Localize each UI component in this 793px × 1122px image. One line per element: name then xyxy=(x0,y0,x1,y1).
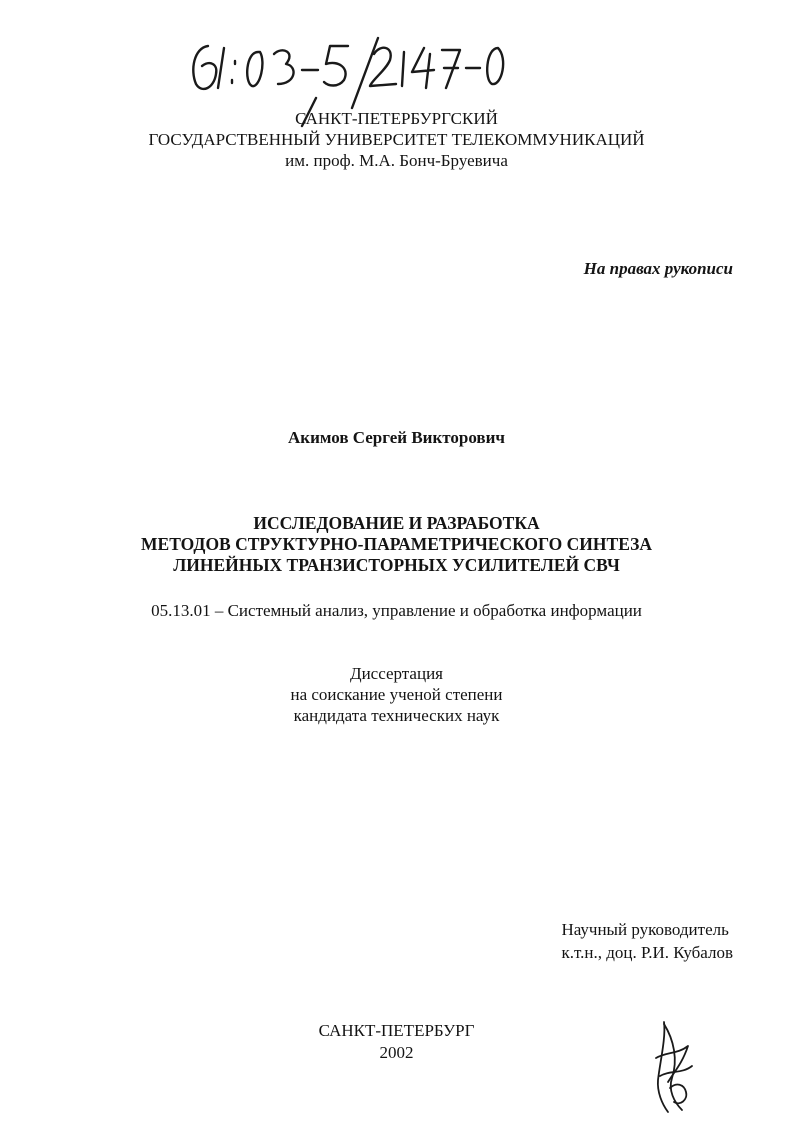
thesis-title-line: ЛИНЕЙНЫХ ТРАНЗИСТОРНЫХ УСИЛИТЕЛЕЙ СВЧ xyxy=(173,555,620,575)
degree-block xyxy=(0,663,793,726)
degree-line: на соискание ученой степени xyxy=(290,685,503,704)
institution-line: ГОСУДАРСТВЕННЫЙ УНИВЕРСИТЕТ ТЕЛЕКОММУНИКАЦИЙ xyxy=(148,130,645,149)
manuscript-status: На правах рукописи xyxy=(583,259,733,278)
author-name: Акимов Сергей Викторович xyxy=(288,428,505,447)
signature xyxy=(648,1018,698,1118)
thesis-title xyxy=(0,513,793,576)
supervisor-role: Научный руководитель xyxy=(561,920,729,939)
supervisor-block xyxy=(561,918,733,964)
degree-line: Диссертация xyxy=(349,664,443,683)
institution-line: им. проф. М.А. Бонч-Бруевича xyxy=(285,151,508,170)
speciality-code: 05.13.01 – Системный анализ, управление и обработка информации xyxy=(151,601,642,620)
place: САНКТ-ПЕТЕРБУРГ xyxy=(318,1021,475,1040)
institution-line: САНКТ-ПЕТЕРБУРГСКИЙ xyxy=(295,109,498,128)
supervisor-name: к.т.н., доц. Р.И. Кубалов xyxy=(561,943,733,962)
degree-line: кандидата технических наук xyxy=(293,706,500,725)
thesis-title-line: ИССЛЕДОВАНИЕ И РАЗРАБОТКА xyxy=(253,513,540,533)
institution-block xyxy=(0,108,793,171)
thesis-title-line: МЕТОДОВ СТРУКТУРНО-ПАРАМЕТРИЧЕСКОГО СИНТЕЗА xyxy=(141,534,652,554)
year: 2002 xyxy=(379,1043,414,1062)
